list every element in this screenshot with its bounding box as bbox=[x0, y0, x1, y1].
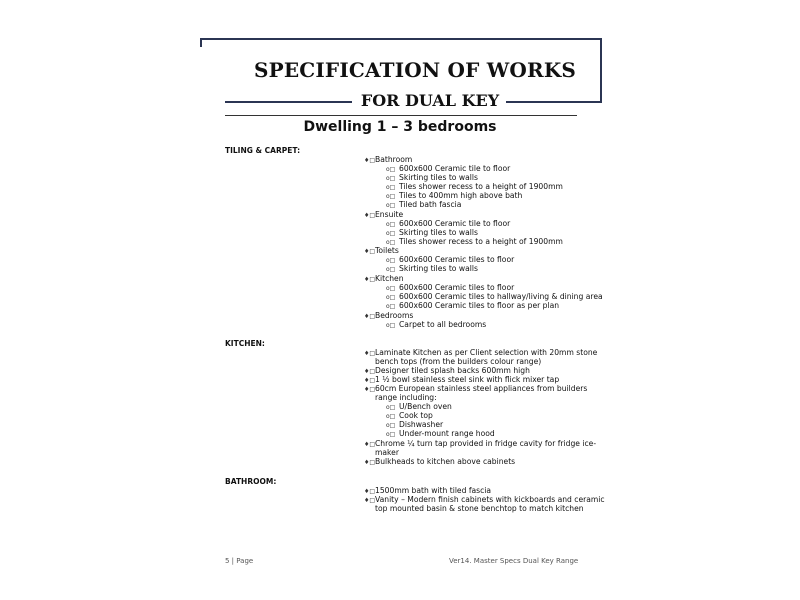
dwelling-heading: Dwelling 1 – 3 bedrooms bbox=[303, 119, 497, 135]
bullet-marker: ♦□ bbox=[364, 157, 376, 164]
list-item-continuation: range including: bbox=[375, 393, 437, 402]
dwelling-rule bbox=[225, 115, 577, 116]
footer-version: Ver14. Master Specs Dual Key Range bbox=[449, 557, 579, 565]
list-item: ♦□Ensuite bbox=[364, 210, 404, 219]
list-item: ♦□Toilets bbox=[364, 246, 399, 255]
list-item: ♦□Kitchen bbox=[364, 274, 404, 283]
list-item: ♦□Designer tiled splash backs 600mm high bbox=[364, 366, 530, 375]
list-item: o□ 600x600 Ceramic tile to floor bbox=[386, 219, 511, 228]
list-item: o□ 600x600 Ceramic tiles to floor as per plan bbox=[386, 301, 560, 310]
list-item: ♦□Chrome ¼ turn tap provided in fridge cavity for fridge ice- bbox=[364, 439, 597, 448]
list-item: o□ Tiles shower recess to a height of 1900mm bbox=[386, 237, 563, 246]
list-item: o□ Tiles shower recess to a height of 1900mm bbox=[386, 182, 563, 191]
section-label-tiling: TILING & CARPET: bbox=[225, 146, 301, 155]
list-item: o□ 600x600 Ceramic tiles to floor bbox=[386, 283, 515, 292]
list-item: o□ Cook top bbox=[386, 411, 433, 420]
list-item: o□ 600x600 Ceramic tiles to hallway/living & dining area bbox=[386, 292, 603, 301]
list-item: o□ Dishwasher bbox=[386, 420, 444, 429]
list-item: ♦□Bulkheads to kitchen above cabinets bbox=[364, 457, 516, 466]
list-item: o□ Tiles to 400mm high above bath bbox=[386, 191, 523, 200]
document-title: SPECIFICATION OF WORKS bbox=[253, 58, 577, 82]
header-frame-bottom-left bbox=[225, 101, 352, 103]
document-subtitle: FOR DUAL KEY bbox=[360, 91, 500, 110]
list-item-continuation: bench tops (from the builders colour range) bbox=[375, 357, 542, 366]
list-item: ♦□60cm European stainless steel appliances from builders bbox=[364, 384, 588, 393]
list-item: o□ Under-mount range hood bbox=[386, 429, 495, 438]
list-item: ♦□Bedrooms bbox=[364, 311, 414, 320]
page-number: 5 | Page bbox=[225, 557, 254, 565]
list-item: o□ Skirting tiles to walls bbox=[386, 264, 478, 273]
header-frame-bottom-right bbox=[506, 101, 602, 103]
header-frame-top bbox=[201, 38, 602, 40]
list-item: o□ Skirting tiles to walls bbox=[386, 173, 478, 182]
list-item: ♦□Laminate Kitchen as per Client selection with 20mm stone bbox=[364, 348, 598, 357]
list-item: ♦□1500mm bath with tiled fascia bbox=[364, 486, 492, 495]
list-item: o□ Carpet to all bedrooms bbox=[386, 320, 487, 329]
list-item: o□ 600x600 Ceramic tiles to floor bbox=[386, 255, 515, 264]
header-frame-left bbox=[200, 38, 202, 47]
section-label-kitchen: KITCHEN: bbox=[225, 339, 265, 348]
list-item: o□ U/Bench oven bbox=[386, 402, 452, 411]
list-item: ♦□Bathroom bbox=[364, 155, 413, 164]
list-item: ♦□Vanity – Modern finish cabinets with kickboards and ceramic bbox=[364, 495, 605, 504]
list-item: ♦□1 ½ bowl stainless steel sink with flick mixer tap bbox=[364, 375, 560, 384]
list-item: o□ Skirting tiles to walls bbox=[386, 228, 478, 237]
section-label-bathroom: BATHROOM: bbox=[225, 477, 277, 486]
list-item-continuation: maker bbox=[375, 448, 399, 457]
list-item: o□ 600x600 Ceramic tile to floor bbox=[386, 164, 511, 173]
list-item-continuation: top mounted basin & stone benchtop to match kitchen bbox=[375, 504, 584, 513]
list-item: o□ Tiled bath fascia bbox=[386, 200, 462, 209]
